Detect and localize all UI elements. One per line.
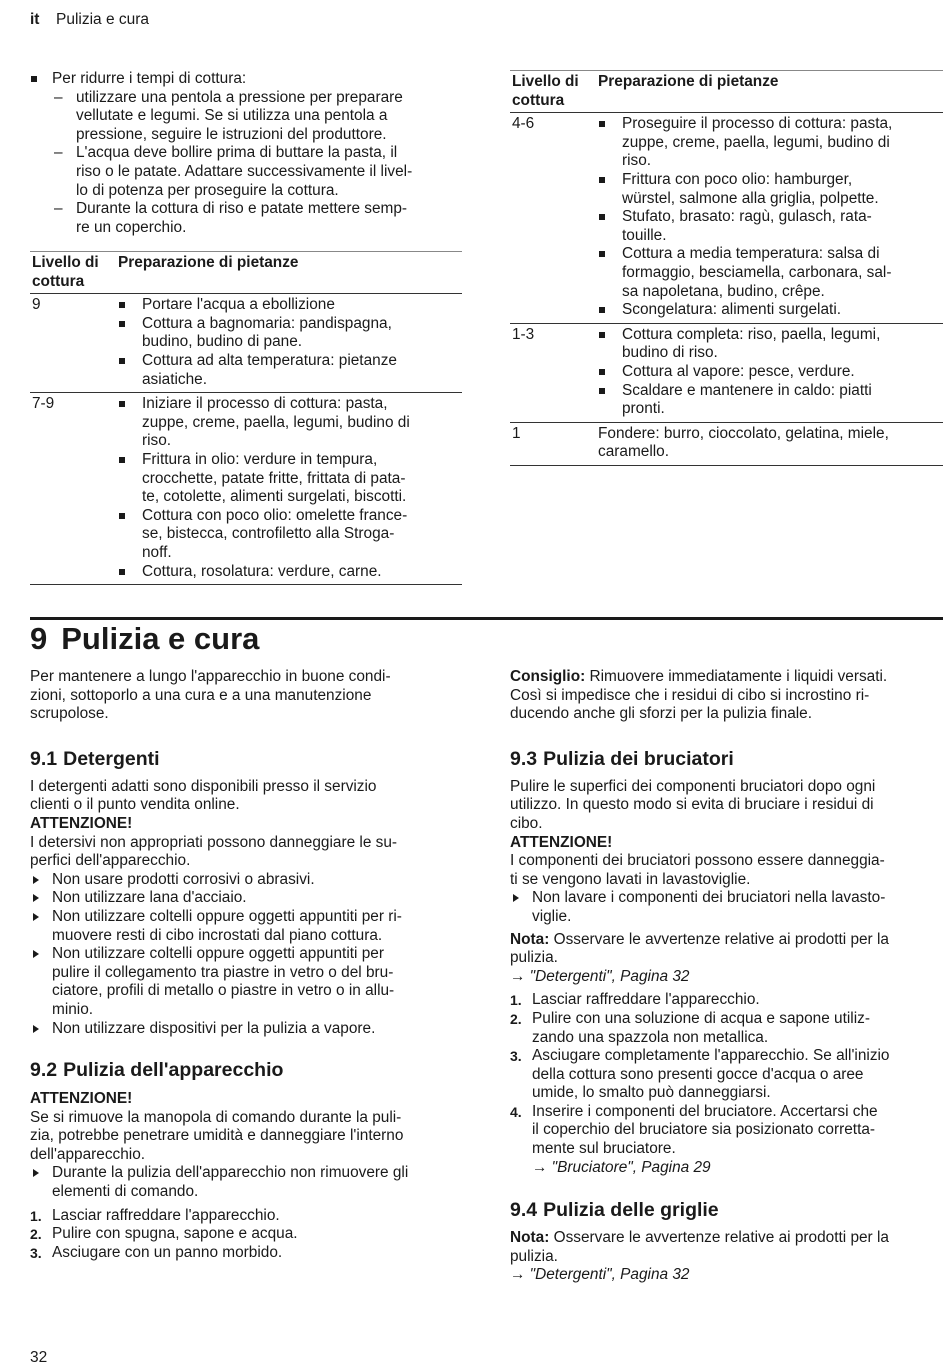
text-line: Cottura a bagnomaria: pandispagna, — [142, 314, 392, 332]
text-line: Non utilizzare dispositivi per la pulizia a vapore. — [52, 1019, 376, 1037]
text-line: Asciugare completamente l'apparecchio. Se all'inizio — [532, 1047, 890, 1065]
text-line: zuppe, creme, paella, legumi, budino di — [622, 133, 890, 151]
text-line: L'acqua deve bollire prima di buttare la pasta, il — [76, 144, 398, 162]
intro-dash-item — [52, 200, 462, 237]
step-number: 4. — [510, 1103, 522, 1120]
text-line: touille. — [622, 226, 667, 244]
text-line: Cottura a media temperatura: salsa di — [622, 245, 880, 263]
text-line: riso o le patate. Adattare successivamente il livel- — [76, 162, 413, 180]
list-item — [30, 908, 462, 945]
s91-text — [30, 778, 462, 815]
prep-item — [598, 171, 943, 208]
text-line: perfici dell'apparecchio. — [30, 852, 191, 870]
cooking-table-right — [510, 70, 943, 466]
text-line: Non utilizzare coltelli oppure oggetti appuntiti per ri- — [52, 907, 402, 925]
table-row — [30, 294, 462, 393]
prep-item — [118, 315, 462, 352]
text-line: Cottura con poco olio: omelette france- — [142, 506, 408, 524]
prep-item — [598, 301, 943, 320]
prep-cell — [116, 294, 462, 393]
page-number: 32 — [30, 1349, 48, 1366]
step-item — [30, 1207, 462, 1226]
text-line: budino, budino di pane. — [142, 333, 303, 351]
text-line: utilizzare una pentola a pressione per preparare — [76, 88, 403, 106]
text-line: pronti. — [622, 400, 665, 418]
prep-item — [598, 115, 943, 171]
prep-item — [598, 208, 943, 245]
text-line: riso. — [142, 432, 172, 450]
level-cell: 1-3 — [510, 323, 596, 422]
text-line: Cottura al vapore: pesce, verdure. — [622, 362, 855, 380]
arrow-icon: → — [510, 1266, 526, 1284]
text-line: Asciugare con un panno morbido. — [52, 1243, 283, 1261]
text-line: Proseguire il processo di cottura: pasta, — [622, 115, 893, 133]
text-line: würstel, salmone alla griglia, polpette. — [622, 189, 879, 207]
text-line: pressione, seguire le istruzioni del produttore. — [76, 125, 387, 143]
text-line: zando una spazzola non metallica. — [532, 1028, 769, 1046]
text-line: muovere resti di cibo incrostati dal piano cottura. — [52, 926, 383, 944]
prep-item — [118, 563, 462, 582]
text-line: I detergenti adatti sono disponibili presso il servizio — [30, 777, 377, 795]
text-line: pulizia. — [510, 949, 558, 967]
text-line: te, cotolette, alimenti surgelati, biscotti. — [142, 488, 407, 506]
subsection-heading-9-4: 9.4 Pulizia delle griglie — [510, 1199, 719, 1222]
text-line: il coperchio del bruciatore sia posizionato corretta- — [532, 1121, 876, 1139]
s93-step-link[interactable]: → "Bruciatore", Pagina 29 — [532, 1158, 711, 1176]
text-line: Così si impedisce che i residui di cibo si incrostino ri- — [510, 686, 870, 704]
s92-warning: ATTENZIONE! — [30, 1090, 133, 1108]
text-line: Durante la cottura di riso e patate mettere semp- — [76, 200, 408, 218]
subsection-heading-9-3: 9.3 Pulizia dei bruciatori — [510, 747, 734, 770]
prep-item — [118, 296, 462, 315]
list-item — [510, 889, 943, 926]
table-row — [30, 393, 462, 585]
step-item — [510, 1103, 943, 1159]
intro-dash-list — [52, 89, 462, 238]
text-line: Iniziare il processo di cottura: pasta, — [142, 395, 388, 413]
list-item — [30, 889, 462, 908]
prep-list — [598, 326, 943, 419]
text-line: Stufato, brasato: ragù, gulasch, rata- — [622, 208, 872, 226]
text-line: zuppe, creme, paella, legumi, budino di — [142, 413, 410, 431]
section-rule — [30, 617, 943, 620]
header-language: it — [30, 11, 40, 28]
list-item — [30, 945, 462, 1019]
level-cell: 9 — [30, 294, 116, 393]
text-line: ciatore, profili di metallo o piastre in vetro o in allu- — [52, 982, 395, 1000]
text-line: clienti o il punto vendita online. — [30, 796, 240, 814]
text-line: mente sul bruciatore. — [532, 1140, 676, 1158]
step-number: 3. — [510, 1048, 522, 1065]
prep-list — [598, 115, 943, 320]
prep-item — [118, 451, 462, 507]
s93-list — [510, 889, 943, 926]
s91-warning: ATTENZIONE! — [30, 814, 133, 832]
text-line: riso. — [622, 152, 652, 170]
text-line: Scaldare e mantenere in caldo: piatti — [622, 381, 872, 399]
text-line: asiatiche. — [142, 370, 208, 388]
text-line: Cottura completa: riso, paella, legumi, — [622, 325, 881, 343]
text-line: Portare l'acqua a ebollizione — [142, 296, 335, 314]
text-line: vellutate e legumi. Se si utilizza una pentola a — [76, 107, 388, 125]
text-line: zia, potrebbe penetrare umidità e danneggiare l'interno — [30, 1127, 404, 1145]
step-number: 3. — [30, 1244, 42, 1261]
step-item — [30, 1244, 462, 1263]
intro-dash-item — [52, 89, 462, 145]
arrow-icon: → — [532, 1158, 548, 1176]
prep-item — [598, 326, 943, 363]
prep-cell — [596, 113, 943, 324]
text-line: lo di potenza per proseguire la cottura. — [76, 181, 339, 199]
text-line: Inserire i componenti del bruciatore. Accertarsi che — [532, 1102, 878, 1120]
prep-cell — [596, 422, 943, 465]
text-line: Rimuovere immediatamente i liquidi versati. — [589, 668, 888, 685]
text-line: Non usare prodotti corrosivi o abrasivi. — [52, 870, 315, 888]
list-item — [30, 1164, 462, 1201]
level-cell: 1 — [510, 422, 596, 465]
text-line: elementi di comando. — [52, 1183, 199, 1201]
prep-list — [118, 296, 462, 389]
text-line: Durante la pulizia dell'apparecchio non rimuovere gli — [52, 1164, 409, 1182]
table-row — [510, 113, 943, 324]
s93-steps — [510, 991, 943, 1158]
text-line: budino di riso. — [622, 344, 718, 362]
header-title: Pulizia e cura — [56, 11, 150, 28]
text-line: dell'apparecchio. — [30, 1145, 146, 1163]
text-line: formaggio, besciamella, carbonara, sal- — [622, 263, 892, 281]
arrow-icon: → — [510, 967, 526, 985]
step-item — [510, 991, 943, 1010]
table-header-prep: Preparazione di pietanze — [116, 252, 462, 294]
text-line: ti se vengono lavati in lavastoviglie. — [510, 870, 751, 888]
prep-item — [598, 245, 943, 301]
text-line: ducendo anche gli sforzi per la pulizia finale. — [510, 705, 813, 723]
prep-cell — [116, 393, 462, 585]
s93-warning: ATTENZIONE! — [510, 833, 613, 851]
text-line: Non utilizzare lana d'acciaio. — [52, 889, 247, 907]
prep-item — [118, 507, 462, 563]
text-line: crocchette, patate fritte, frittata di pata- — [142, 469, 406, 487]
text-line: Lasciar raffreddare l'apparecchio. — [52, 1206, 280, 1224]
intro-dash-item — [52, 144, 462, 200]
text-line: umide, lo smalto può danneggiarsi. — [532, 1084, 771, 1102]
step-number: 1. — [30, 1207, 42, 1224]
text-line: Pulire con una soluzione di acqua e sapone utiliz- — [532, 1009, 870, 1027]
list-item — [30, 871, 462, 890]
text-line: Lasciar raffreddare l'apparecchio. — [532, 991, 760, 1009]
list-item — [30, 1020, 462, 1039]
section-heading: 9 Pulizia e cura — [30, 621, 260, 656]
step-number: 1. — [510, 992, 522, 1009]
text-line: I componenti dei bruciatori possono essere danneggia- — [510, 852, 885, 870]
level-cell: 4-6 — [510, 113, 596, 324]
table-header-prep: Preparazione di pietanze — [596, 71, 943, 113]
s92-warn-text — [30, 1109, 462, 1165]
intro-block — [30, 70, 462, 237]
subsection-heading-9-2: 9.2 Pulizia dell'apparecchio — [30, 1059, 284, 1082]
text-line: caramello. — [598, 443, 669, 461]
prep-item — [118, 395, 462, 451]
text-line: Fondere: burro, cioccolato, gelatina, miele, — [598, 424, 889, 442]
text-line: viglie. — [532, 907, 572, 925]
text-line: Osservare le avvertenze relative ai prodotti per la — [553, 930, 889, 948]
right-column — [510, 668, 943, 1285]
text-line: pulizia. — [510, 1247, 558, 1265]
text-line: minio. — [52, 1000, 94, 1018]
text-line: se, bistecca, controfiletto alla Stroga- — [142, 525, 395, 543]
text-line: utilizzo. In questo modo si evita di bruciare i residui di — [510, 796, 874, 814]
s94-note: Nota: Osservare le avvertenze relative ai prodotti per la pulizia. — [510, 1229, 889, 1265]
prep-item — [118, 352, 462, 389]
text-line: scrupolose. — [30, 705, 109, 723]
table-row — [510, 422, 943, 465]
text-line: Per mantenere a lungo l'apparecchio in buone condi- — [30, 668, 391, 685]
level-cell: 7-9 — [30, 393, 116, 585]
text-line: pulire il collegamento tra piastre in vetro o del bru- — [52, 963, 394, 981]
text-line: Scongelatura: alimenti surgelati. — [622, 301, 842, 319]
prep-cell — [596, 323, 943, 422]
subsection-heading-9-1: 9.1 Detergenti — [30, 747, 160, 770]
prep-item — [598, 382, 943, 419]
text-line: Pulire le superfici dei componenti bruciatori dopo ogni — [510, 777, 876, 795]
text-line: Frittura in olio: verdure in tempura, — [142, 450, 378, 468]
text-line: Non utilizzare coltelli oppure oggetti appuntiti per — [52, 945, 384, 963]
table-header-level: Livello di cottura — [30, 252, 116, 294]
text-line: Osservare le avvertenze relative ai prodotti per la — [553, 1229, 889, 1247]
step-item — [510, 1047, 943, 1103]
text-line: Cottura, rosolatura: verdure, carne. — [142, 562, 382, 580]
section-intro — [30, 668, 462, 724]
text-line: Se si rimuove la manopola di comando durante la puli- — [30, 1108, 402, 1126]
text-line: cibo. — [510, 814, 543, 832]
s91-list — [30, 871, 462, 1038]
step-item — [30, 1225, 462, 1244]
table-row — [510, 323, 943, 422]
text-line: sa napoletana, budino, crêpe. — [622, 282, 825, 300]
step-number: 2. — [30, 1226, 42, 1243]
cooking-table-left — [30, 251, 462, 585]
s91-warn-text — [30, 834, 462, 871]
tip-paragraph: Consiglio: Rimuovere immediatamente i liquidi versati. Così si impedisce che i residui di cibo si incrostino ri- ducendo anche gli sforzi per la pulizia finale. — [510, 668, 888, 723]
prep-list — [118, 395, 462, 581]
text-line: re un coperchio. — [76, 218, 187, 236]
text-line: noff. — [142, 543, 172, 561]
text-line: zioni, sottoporlo a una cura e a una manutenzione — [30, 686, 372, 704]
text-line: Non lavare i componenti dei bruciatori nella lavasto- — [532, 889, 886, 907]
s93-text — [510, 778, 943, 834]
s93-warn-text — [510, 852, 943, 889]
table-header-level: Livello di cottura — [510, 71, 596, 113]
text-line: Cottura ad alta temperatura: pietanze — [142, 351, 397, 369]
step-number: 2. — [510, 1010, 522, 1027]
s93-note: Nota: Osservare le avvertenze relative ai prodotti per la pulizia. — [510, 930, 889, 967]
step-item — [510, 1010, 943, 1047]
s92-steps — [30, 1207, 462, 1263]
text-line: della cottura sono presenti gocce d'acqua o aree — [532, 1065, 864, 1083]
intro-bullet: Per ridurre i tempi di cottura: – utilizzare una pentola a pressione per preparare vellutate e legumi. Se si utilizza una pentola a pressione, seguire le istruzioni del produttore. – L'acqua deve bollire prima di buttare la pasta, il riso o le patate. Adattare successivamente il livel- lo di potenza per proseguire la cottura. – Durante la cottura di riso e patate mettere semp- re un coperchio. — [30, 70, 462, 237]
text-line: Pulire con spugna, sapone e acqua. — [52, 1225, 298, 1243]
text-line: I detersivi non appropriati possono danneggiare le su- — [30, 833, 398, 851]
text-line: Frittura con poco olio: hamburger, — [622, 170, 853, 188]
s94-note-link[interactable]: → "Detergenti", Pagina 32 — [510, 1266, 690, 1284]
prep-item — [598, 363, 943, 382]
s93-note-link[interactable]: → "Detergenti", Pagina 32 — [510, 967, 690, 985]
s92-list — [30, 1164, 462, 1201]
left-column — [30, 668, 462, 1262]
